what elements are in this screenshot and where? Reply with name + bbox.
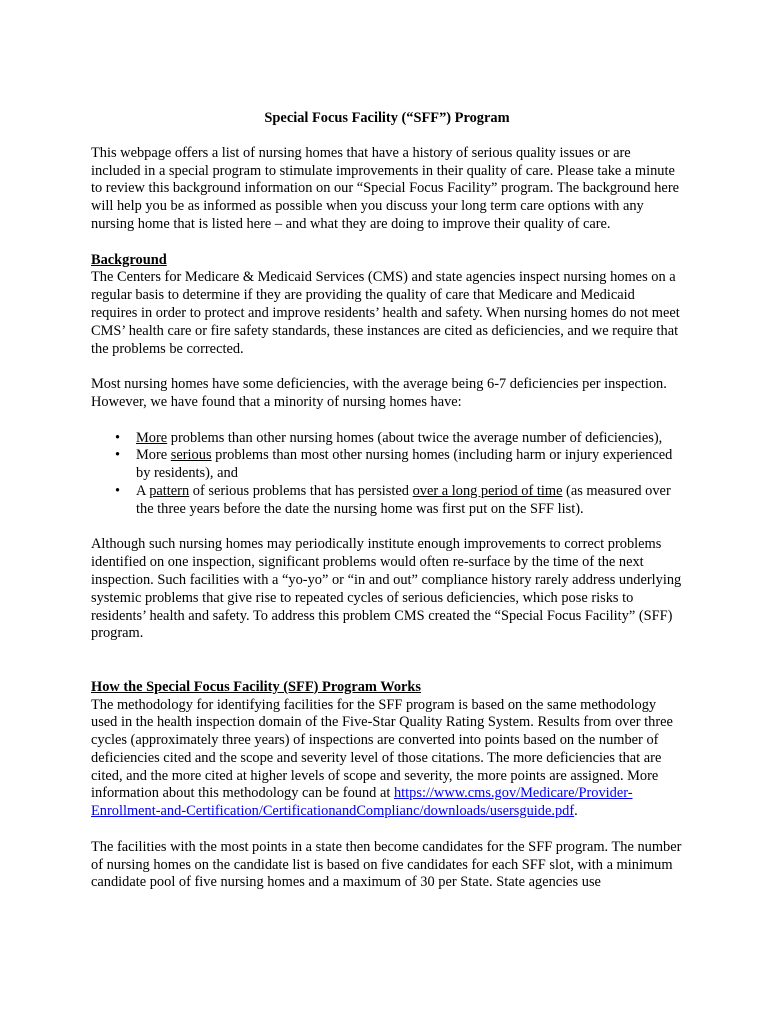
page-title: Special Focus Facility (“SFF”) Program bbox=[264, 110, 510, 126]
bullet-icon: • bbox=[115, 447, 121, 464]
document-page bbox=[91, 110, 683, 892]
users-guide-link[interactable]: https://www.cms.gov/Medicare/Provider-Enrollment-and-Certification/CertificationandComplianc/downloads/usersguide.pdf bbox=[91, 785, 633, 820]
intro-paragraph: This webpage offers a list of nursing homes that have a history of serious quality issues or are included in a special program to stimulate improvements in their quality of care. Please take a minute to review this background information on our “Special Focus Facility” program. The background here will help you be as informed as possible when you discuss your long term care options with any nursing home that is listed here – and what they are doing to improve their quality of care. bbox=[91, 144, 679, 232]
background-paragraph-1: The Centers for Medicare & Medicaid Services (CMS) and state agencies inspect nursing homes on a regular basis to determine if they are providing the quality of care that Medicare and Medicaid requires in order to protect and improve residents’ health and safety. When nursing homes do not meet CMS’ health care or fire safety standards, these instances are cited as deficiencies, and we require that the problems be corrected. bbox=[91, 269, 680, 357]
how-paragraph-2: The facilities with the most points in a state then become candidates for the SFF program. The number of nursing homes on the candidate list is based on five candidates for each SFF slot, with a minimum candidate pool of five nursing homes and a maximum of 30 per State. State agencies use bbox=[91, 838, 682, 891]
how-it-works-heading: How the Special Focus Facility (SFF) Program Works bbox=[91, 678, 422, 695]
how-paragraph-1: The methodology for identifying facilities for the SFF program is based on the same methodology used in the health inspection domain of the Five-Star Quality Rating System. Results from over three cycles (approximately three years) of inspections are converted into points based on the number of deficiencies cited and the scope and severity level of those citations. The more deficiencies that are cited, and the more cited at higher levels of scope and severity, the more points are assigned. More information about this methodology can be found at https://www.cms.gov/Medicare/Provider-Enrollment-and-Certification/CertificationandComplianc/downloads/usersguide.pdf. bbox=[91, 696, 673, 820]
list-item: • A pattern of serious problems that has persisted over a long period of time (as measured over the three years before the date the nursing home was first put on the SFF list). bbox=[115, 482, 671, 517]
criteria-list bbox=[91, 430, 683, 519]
list-item: • More problems than other nursing homes (about twice the average number of deficiencies), bbox=[115, 429, 663, 446]
background-heading: Background bbox=[91, 251, 167, 268]
background-paragraph-2: Most nursing homes have some deficiencies, with the average being 6-7 deficiencies per inspection. However, we have found that a minority of nursing homes have: bbox=[91, 376, 667, 410]
bullet-icon: • bbox=[115, 429, 121, 446]
bullet-icon: • bbox=[115, 482, 121, 499]
background-paragraph-3: Although such nursing homes may periodically institute enough improvements to correct problems identified on one inspection, significant problems would often re-surface by the time of the next inspection. Such facilities with a “yo-yo” or “in and out” compliance history rarely address underlying systemic problems that give rise to repeated cycles of serious deficiencies, which pose risks to residents’ health and safety. To address this problem CMS created the “Special Focus Facility” (SFF) program. bbox=[91, 536, 682, 642]
list-item: • More serious problems than most other nursing homes (including harm or injury experienced by residents), and bbox=[115, 447, 673, 482]
